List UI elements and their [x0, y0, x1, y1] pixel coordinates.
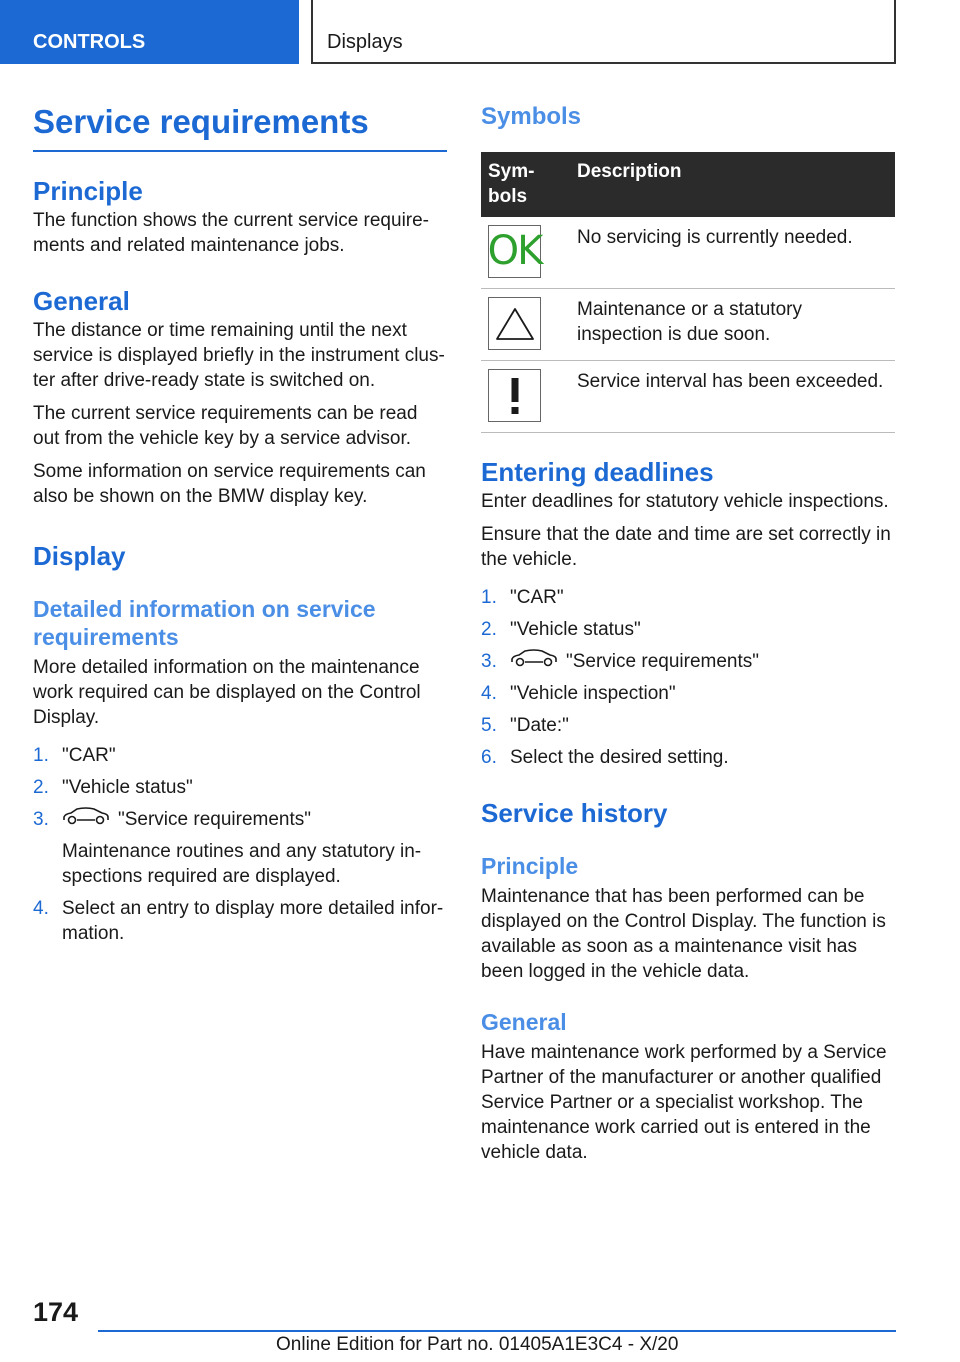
display-steps: [33, 743, 447, 946]
history-general-text: Have maintenance work performed by a Service Partner of the manufacturer or another qualified Service Partner or a specialist workshop. The maintenance work carried out is entered in the vehicle data.: [481, 1042, 887, 1164]
step-number: 4.: [33, 898, 49, 920]
step-text: Select an entry to display more detailed infor-mation.: [62, 898, 444, 945]
list-item: [33, 743, 447, 768]
detailed-info-text: More detailed information on the maintenance work required can be displayed on the Control Display.: [33, 657, 421, 728]
ok-icon: [488, 225, 541, 278]
warning-triangle-icon: [488, 297, 541, 350]
symbol-cell: [481, 217, 570, 289]
description-cell: Service interval has been exceeded.: [570, 361, 895, 433]
footer-divider: [98, 1330, 896, 1332]
list-item: [481, 649, 895, 674]
edition-note: Online Edition for Part no. 01405A1E3C4 - X/20: [276, 1334, 679, 1355]
car-icon: [510, 649, 558, 674]
exclamation-icon: [488, 369, 541, 422]
principle-heading: Principle: [33, 176, 143, 206]
service-history-heading: Service history: [481, 798, 668, 829]
step-number: 5.: [481, 715, 497, 737]
step-text: "CAR": [510, 587, 564, 608]
description-cell: No servicing is currently needed.: [570, 217, 895, 289]
history-principle-text: Maintenance that has been performed can be displayed on the Control Display. The function is available as soon as a maintenance visit has been logged in the vehicle data.: [481, 886, 886, 983]
page-title: Service requirements: [33, 100, 447, 152]
step-number: 6.: [481, 747, 497, 769]
section-tab: [0, 0, 299, 64]
general-text-1: The distance or time remaining until the next service is displayed briefly in the instrument clus-ter after drive-ready state is switched on.: [33, 320, 445, 391]
step-text: "Date:": [510, 715, 569, 737]
chapter-label: Displays: [327, 31, 403, 53]
page-number: 174: [33, 1297, 79, 1327]
deadlines-text-2: Ensure that the date and time are set correctly in the vehicle.: [481, 524, 891, 570]
step-number: 3.: [481, 651, 497, 672]
step-text: "Service requirements": [118, 809, 312, 830]
step-text: "Vehicle status": [62, 777, 193, 798]
general-text-2: The current service requirements can be read out from the vehicle key by a service advisor.: [33, 403, 418, 449]
section-label: CONTROLS: [33, 31, 146, 53]
chapter-header: [311, 0, 896, 64]
ok-icon-text: OK: [487, 228, 542, 274]
principle-text: The function shows the current service require-ments and related maintenance jobs.: [33, 210, 430, 256]
symbols-table: [481, 152, 895, 433]
step-text: "Vehicle inspection": [510, 683, 676, 705]
step-number: 2.: [481, 619, 497, 640]
general-heading: General: [33, 286, 130, 316]
list-item: [481, 585, 895, 610]
deadline-steps: [481, 585, 895, 770]
detailed-info-heading: Detailed information on service requirements: [33, 596, 376, 650]
step-text: Select the desired setting.: [510, 747, 729, 769]
step-number: 1.: [33, 745, 49, 766]
car-icon: [62, 807, 110, 832]
history-general-heading: General: [481, 1009, 567, 1036]
description-cell: Maintenance or a statutory inspection is due soon.: [570, 289, 895, 361]
list-item: [481, 681, 895, 706]
column-header-description: Description: [570, 152, 895, 217]
deadlines-heading: Entering deadlines: [481, 457, 714, 487]
table-row: [481, 217, 895, 289]
list-item: [481, 713, 895, 738]
right-column: [481, 100, 895, 1165]
step-number: 3.: [33, 809, 49, 830]
step-text: "Vehicle status": [510, 619, 641, 640]
column-header-symbols: Sym-bols: [481, 152, 570, 217]
left-column: [33, 100, 447, 953]
display-heading: Display: [33, 541, 126, 571]
list-item: [481, 617, 895, 642]
symbol-cell: [481, 361, 570, 433]
symbols-heading: Symbols: [481, 103, 582, 130]
list-item: [481, 745, 895, 770]
table-header-row: [481, 152, 895, 217]
step-number: 4.: [481, 683, 497, 705]
step-number: 1.: [481, 587, 497, 608]
list-item: [33, 775, 447, 800]
step-text: "CAR": [62, 745, 116, 766]
symbol-cell: [481, 289, 570, 361]
step-number: 2.: [33, 777, 49, 798]
step-text: "Service requirements": [566, 651, 760, 672]
step-note: Maintenance routines and any statutory in-spections required are displayed.: [62, 841, 422, 888]
general-text-3: Some information on service requirements can also be shown on the BMW display key.: [33, 461, 426, 507]
deadlines-text-1: Enter deadlines for statutory vehicle inspections.: [481, 491, 889, 512]
table-row: [481, 289, 895, 361]
list-item: [33, 896, 447, 946]
list-item: [33, 807, 447, 889]
table-row: [481, 361, 895, 433]
history-principle-heading: Principle: [481, 853, 579, 880]
